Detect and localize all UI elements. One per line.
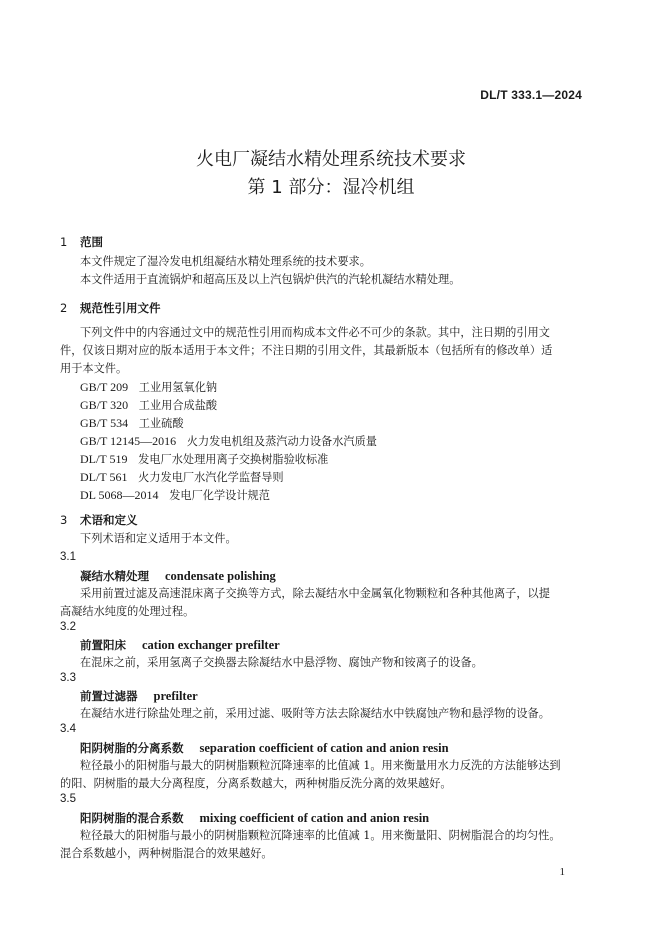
term-number: 3.1 [60, 551, 76, 563]
definition-line: 高凝结水纯度的处理过程。 [60, 605, 195, 618]
section-number: 1 [60, 235, 68, 249]
term-number: 3.4 [60, 723, 76, 735]
reference-item [80, 487, 270, 503]
definition-line: 在凝结水进行除盐处理之前，采用过滤、吸附等方法去除凝结水中铁腐蚀产物和悬浮物的设备。 [80, 707, 550, 720]
reference-title: 工业硫酸 [138, 417, 184, 430]
term-heading [80, 810, 429, 826]
reference-item [80, 433, 377, 449]
term-number: 3.5 [60, 793, 76, 805]
document-title: 火电厂凝结水精处理系统技术要求 [196, 149, 466, 170]
definition-line: 在混床之前，采用氢离子交换器去除凝结水中悬浮物、腐蚀产物和铵离子的设备。 [80, 656, 483, 669]
section-number: 3 [60, 513, 68, 527]
term-en: prefilter [153, 689, 198, 703]
section-heading-terms [60, 512, 138, 528]
section-title: 规范性引用文件 [80, 301, 161, 315]
reference-code: DL/T 561 [80, 470, 128, 484]
paragraph-line: 用于本文件。 [60, 362, 128, 375]
term-cn: 阳阴树脂的分离系数 [80, 741, 184, 755]
term-cn: 前置阳床 [80, 638, 126, 652]
section-number: 2 [60, 301, 68, 315]
term-en: mixing coefficient of cation and anion resin [199, 811, 430, 825]
term-en: cation exchanger prefilter [142, 638, 280, 652]
definition-line: 粒径最大的阳树脂与最小的阴树脂颗粒沉降速率的比值减 1。用来衡量阳、阴树脂混合的均匀性。 [80, 829, 561, 842]
reference-item [80, 469, 284, 485]
reference-title: 火力发电机组及蒸汽动力设备水汽质量 [186, 435, 377, 448]
term-heading [80, 688, 198, 704]
term-en: condensate polishing [165, 569, 276, 583]
reference-item [80, 397, 217, 413]
term-heading [80, 568, 276, 584]
reference-title: 火力发电厂水汽化学监督导则 [138, 471, 284, 484]
term-cn: 前置过滤器 [80, 689, 138, 703]
reference-code: GB/T 534 [80, 416, 129, 430]
definition-line: 混合系数越小，两种树脂混合的效果越好。 [60, 847, 273, 860]
reference-title: 工业用合成盐酸 [138, 399, 218, 412]
section-heading-scope [60, 234, 103, 250]
reference-item [80, 379, 217, 395]
term-cn: 凝结水精处理 [80, 569, 149, 583]
document-subtitle: 第 1 部分：湿冷机组 [247, 177, 415, 198]
reference-title: 发电厂水处理用离子交换树脂验收标准 [138, 453, 329, 466]
definition-line: 采用前置过滤及高速混床离子交换等方式，除去凝结水中金属氧化物颗粒和各种其他离子，以提 [80, 587, 550, 600]
paragraph: 本文件适用于直流锅炉和超高压及以上汽包锅炉供汽的汽轮机凝结水精处理。 [80, 273, 461, 286]
reference-title: 工业用氢氧化钠 [138, 381, 218, 394]
definition-line: 粒径最小的阳树脂与最大的阴树脂颗粒沉降速率的比值减 1。用来衡量用水力反洗的方法能够达到 [80, 759, 561, 772]
standard-code: DL/T 333.1—2024 [480, 88, 582, 102]
page-number: 1 [559, 866, 565, 878]
reference-code: GB/T 209 [80, 380, 129, 394]
term-en: separation coefficient of cation and anion resin [199, 741, 449, 755]
paragraph: 下列术语和定义适用于本文件。 [80, 532, 237, 545]
paragraph-line: 下列文件中的内容通过文中的规范性引用而构成本文件必不可少的条款。其中，注日期的引用文 [80, 326, 550, 339]
reference-title: 发电厂化学设计规范 [169, 489, 270, 502]
term-number: 3.3 [60, 672, 76, 684]
section-heading-normative-references [60, 300, 161, 316]
reference-item [80, 415, 184, 431]
section-title: 范围 [80, 235, 103, 249]
section-title: 术语和定义 [80, 513, 138, 527]
term-heading [80, 637, 280, 653]
reference-code: GB/T 320 [80, 398, 129, 412]
reference-item [80, 451, 328, 467]
term-heading [80, 740, 449, 756]
paragraph-line: 件，仅该日期对应的版本适用于本文件；不注日期的引用文件，其最新版本（包括所有的修改单）适 [60, 344, 553, 357]
term-number: 3.2 [60, 621, 76, 633]
reference-code: DL/T 519 [80, 452, 128, 466]
reference-code: DL 5068—2014 [80, 488, 159, 502]
term-cn: 阳阴树脂的混合系数 [80, 811, 184, 825]
paragraph: 本文件规定了湿冷发电机组凝结水精处理系统的技术要求。 [80, 255, 371, 268]
definition-line: 的阳、阴树脂的最大分离程度，分离系数越大，两种树脂反洗分离的效果越好。 [60, 777, 452, 790]
reference-code: GB/T 12145—2016 [80, 434, 177, 448]
